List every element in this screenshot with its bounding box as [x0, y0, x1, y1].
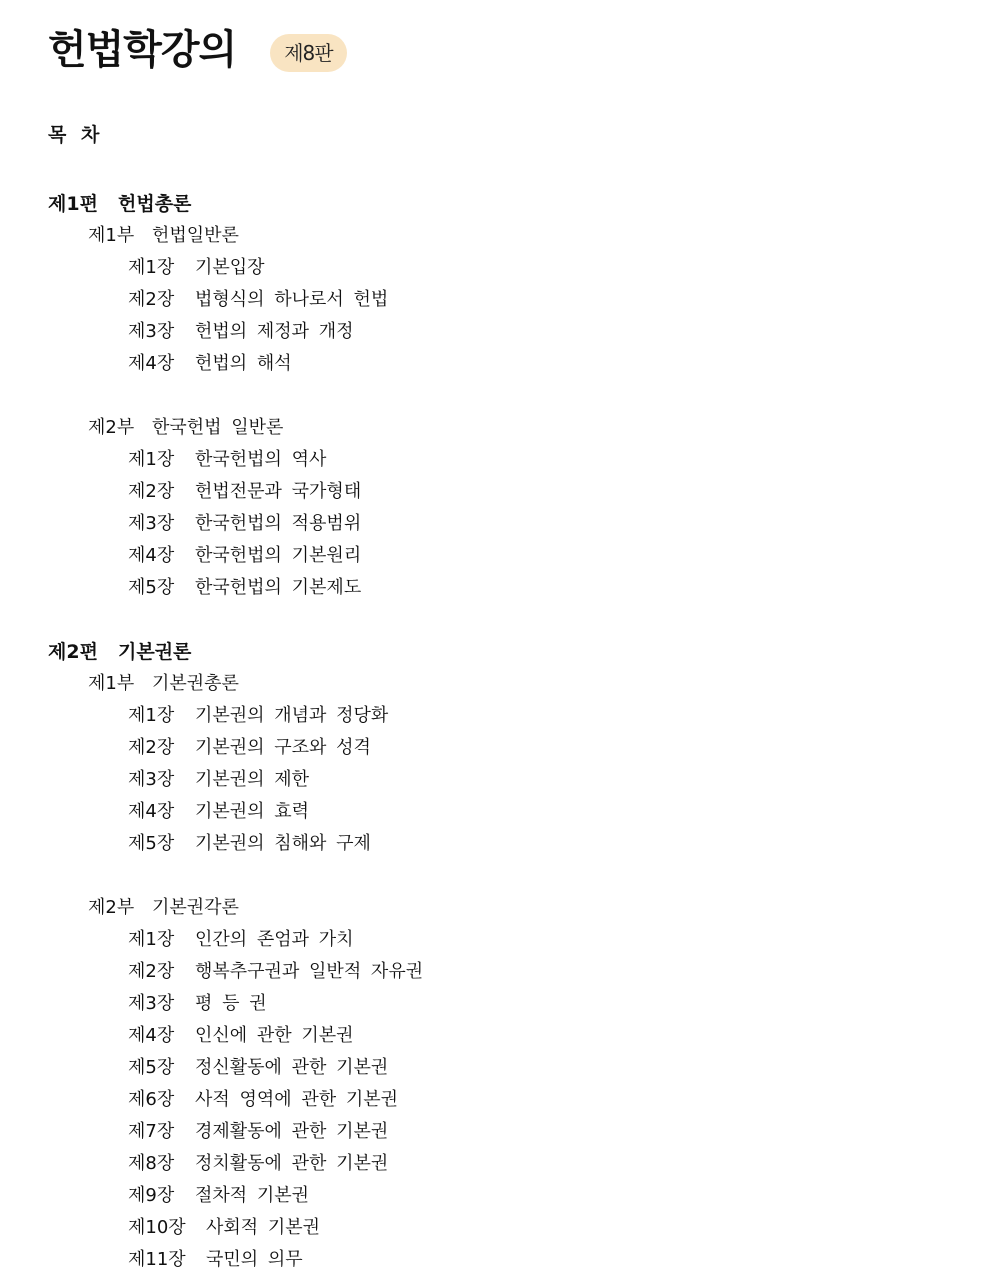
- section-number: 제1부: [88, 225, 135, 246]
- chapter-title: 기본권의 효력: [195, 801, 310, 822]
- chapter-item: [48, 1052, 948, 1084]
- part-number: 제1편: [48, 193, 98, 215]
- chapter-item: [48, 732, 948, 764]
- toc-heading: 목 차: [48, 124, 100, 146]
- section-title: 기본권총론: [152, 673, 239, 694]
- chapter-number: 제2장: [128, 289, 175, 310]
- chapter-item: [48, 1244, 948, 1276]
- chapter-item: [48, 988, 948, 1020]
- chapter-number: 제2장: [128, 737, 175, 758]
- chapter-title: 평 등 권: [195, 993, 267, 1014]
- chapter-title: 한국헌법의 기본제도: [195, 577, 362, 598]
- part-number: 제2편: [48, 641, 98, 663]
- chapter-title: 법형식의 하나로서 헌법: [195, 289, 389, 310]
- section-heading: [48, 412, 948, 444]
- chapter-title: 기본권의 개념과 정당화: [195, 705, 389, 726]
- chapter-number: 제4장: [128, 353, 175, 374]
- chapter-number: 제2장: [128, 481, 175, 502]
- chapter-number: 제4장: [128, 1025, 175, 1046]
- chapter-item: [48, 828, 948, 860]
- chapter-title: 행복추구권과 일반적 자유권: [195, 961, 424, 982]
- chapter-title: 기본권의 침해와 구제: [195, 833, 371, 854]
- chapter-title: 정신활동에 관한 기본권: [195, 1057, 389, 1078]
- book-title: 헌법학강의: [48, 27, 237, 73]
- chapter-number: 제2장: [128, 961, 175, 982]
- chapter-item: [48, 476, 948, 508]
- chapter-title: 기본입장: [195, 257, 265, 278]
- chapter-number: 제6장: [128, 1089, 175, 1110]
- section-title: 헌법일반론: [152, 225, 239, 246]
- chapter-number: 제4장: [128, 545, 175, 566]
- chapter-number: 제1장: [128, 705, 175, 726]
- chapter-number: 제1장: [128, 449, 175, 470]
- chapter-number: 제3장: [128, 993, 175, 1014]
- chapter-number: 제5장: [128, 833, 175, 854]
- chapter-item: [48, 924, 948, 956]
- chapter-number: 제1장: [128, 929, 175, 950]
- section-heading: [48, 668, 948, 700]
- chapter-item: [48, 316, 948, 348]
- part-heading: [48, 636, 948, 668]
- section-number: 제2부: [88, 897, 135, 918]
- chapter-number: 제11장: [128, 1249, 186, 1270]
- chapter-title: 절차적 기본권: [195, 1185, 310, 1206]
- part-heading: [48, 188, 948, 220]
- chapter-item: [48, 540, 948, 572]
- chapter-item: [48, 1084, 948, 1116]
- chapter-title: 기본권의 구조와 성격: [195, 737, 371, 758]
- section-title: 한국헌법 일반론: [152, 417, 284, 438]
- part-title: 헌법총론: [118, 193, 192, 215]
- chapter-title: 인신에 관한 기본권: [195, 1025, 354, 1046]
- chapter-item: [48, 1020, 948, 1052]
- section-number: 제2부: [88, 417, 135, 438]
- chapter-item: [48, 764, 948, 796]
- chapter-item: [48, 348, 948, 380]
- chapter-title: 한국헌법의 역사: [195, 449, 327, 470]
- chapter-title: 헌법의 해석: [195, 353, 292, 374]
- section-heading: [48, 892, 948, 924]
- chapter-number: 제10장: [128, 1217, 186, 1238]
- chapter-item: [48, 796, 948, 828]
- chapter-item: [48, 572, 948, 604]
- chapter-number: 제1장: [128, 257, 175, 278]
- chapter-title: 한국헌법의 적용범위: [195, 513, 362, 534]
- chapter-title: 헌법의 제정과 개정: [195, 321, 354, 342]
- chapter-title: 인간의 존엄과 가치: [195, 929, 354, 950]
- chapter-item: [48, 1212, 948, 1244]
- chapter-item: [48, 956, 948, 988]
- chapter-number: 제5장: [128, 1057, 175, 1078]
- chapter-number: 제5장: [128, 577, 175, 598]
- spacer: [48, 604, 948, 636]
- chapter-number: 제8장: [128, 1153, 175, 1174]
- chapter-title: 사회적 기본권: [206, 1217, 321, 1238]
- section-title: 기본권각론: [152, 897, 239, 918]
- spacer: [48, 860, 948, 892]
- spacer: [48, 380, 948, 412]
- table-of-contents: [48, 188, 948, 1276]
- chapter-item: [48, 508, 948, 540]
- chapter-title: 경제활동에 관한 기본권: [195, 1121, 389, 1142]
- chapter-title: 정치활동에 관한 기본권: [195, 1153, 389, 1174]
- part-title: 기본권론: [118, 641, 192, 663]
- section-heading: [48, 220, 948, 252]
- chapter-number: 제3장: [128, 513, 175, 534]
- chapter-title: 기본권의 제한: [195, 769, 310, 790]
- chapter-item: [48, 700, 948, 732]
- chapter-item: [48, 252, 948, 284]
- section-number: 제1부: [88, 673, 135, 694]
- edition-badge: 제8판: [270, 34, 346, 72]
- chapter-title: 국민의 의무: [206, 1249, 303, 1270]
- chapter-number: 제7장: [128, 1121, 175, 1142]
- chapter-number: 제3장: [128, 321, 175, 342]
- chapter-number: 제4장: [128, 801, 175, 822]
- chapter-item: [48, 284, 948, 316]
- chapter-item: [48, 1180, 948, 1212]
- chapter-item: [48, 444, 948, 476]
- chapter-title: 사적 영역에 관한 기본권: [195, 1089, 399, 1110]
- chapter-title: 한국헌법의 기본원리: [195, 545, 362, 566]
- chapter-item: [48, 1116, 948, 1148]
- chapter-title: 헌법전문과 국가형태: [195, 481, 362, 502]
- chapter-number: 제9장: [128, 1185, 175, 1206]
- chapter-number: 제3장: [128, 769, 175, 790]
- chapter-item: [48, 1148, 948, 1180]
- title-row: [48, 24, 347, 76]
